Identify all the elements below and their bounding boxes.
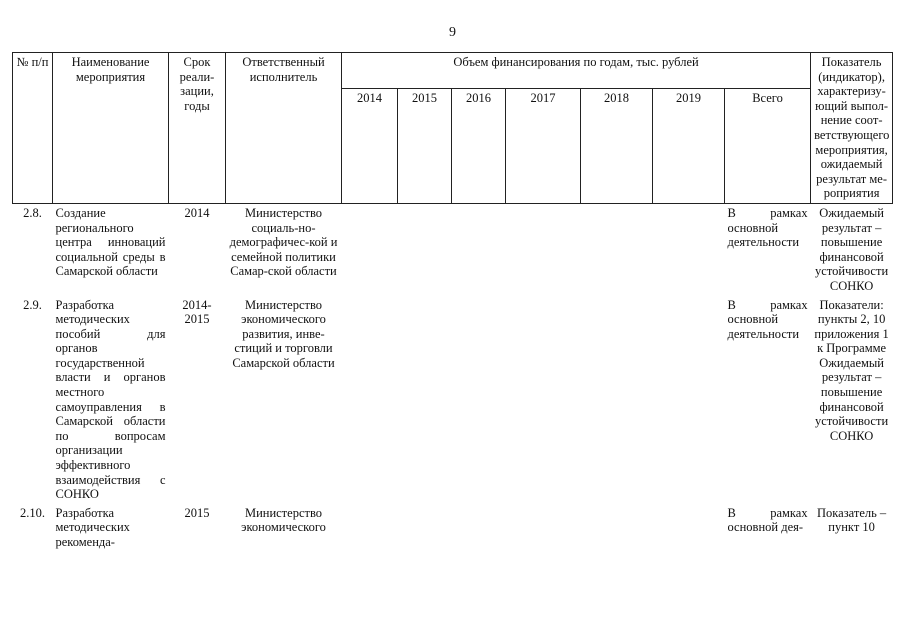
row-num: 2.8.	[23, 205, 42, 220]
table-row	[13, 296, 893, 504]
row-2016	[452, 504, 506, 552]
row-2014	[342, 203, 398, 295]
header-name: Наименование мероприятия	[53, 53, 169, 204]
header-num: № п/п	[13, 53, 53, 204]
row-2016	[452, 296, 506, 504]
header-year-2016: 2016	[452, 88, 506, 203]
row-2018	[581, 296, 653, 504]
row-total: В рамках основной дея-	[727, 505, 808, 535]
row-name: Разработка методических рекоменда-	[55, 505, 130, 549]
page-number: 9	[449, 25, 456, 40]
row-num: 2.9.	[23, 297, 42, 312]
row-2019	[653, 203, 725, 295]
row-indicator: Показатель – пункт 10	[816, 505, 887, 535]
row-executor: Министерство экономического	[241, 505, 326, 535]
table-body	[13, 203, 893, 551]
row-2018	[581, 203, 653, 295]
row-executor: Министерство экономического развития, инве-стиций и торговли Самарской области	[232, 297, 335, 370]
header-executor: Ответственный исполнитель	[226, 53, 342, 204]
row-2019	[653, 296, 725, 504]
header-total: Всего	[725, 88, 811, 203]
header-year-2019: 2019	[653, 88, 725, 203]
row-term: 2015	[184, 505, 210, 520]
header-year-2014: 2014	[342, 88, 398, 203]
row-2017	[506, 203, 581, 295]
table-row	[13, 504, 893, 552]
row-2017	[506, 296, 581, 504]
row-indicator: Показатели: пункты 2, 10 приложения 1 к Программе Ожидаемый результат – повышение финансовой устойчивости СОНКО	[814, 297, 889, 443]
row-term: 2014	[184, 205, 210, 220]
row-executor: Министерство социаль-но-демографичес-кой и семейной политики Самар-ской области	[229, 205, 338, 279]
header-indicator: Показатель (индикатор), характеризу-ющий выпол-нение соот-ветствующего мероприятия, ожидаемый результат ме-роприятия	[811, 53, 893, 204]
row-2015	[398, 504, 452, 552]
row-2015	[398, 203, 452, 295]
row-2019	[653, 504, 725, 552]
header-year-2018: 2018	[581, 88, 653, 203]
activities-table	[12, 52, 893, 552]
header-year-2015: 2015	[398, 88, 452, 203]
header-term: Срок реали-зации, годы	[169, 53, 226, 204]
row-total: В рамках основной деятельности	[727, 297, 808, 341]
row-term: 2014-2015	[182, 297, 212, 327]
header-financing: Объем финансирования по годам, тыс. рублей	[342, 53, 811, 89]
header-year-2017: 2017	[506, 88, 581, 203]
row-2018	[581, 504, 653, 552]
row-indicator: Ожидаемый результат – повышение финансовой устойчивости СОНКО	[815, 205, 889, 293]
table-header	[13, 53, 893, 204]
row-2015	[398, 296, 452, 504]
row-2014	[342, 504, 398, 552]
row-2014	[342, 296, 398, 504]
row-2016	[452, 203, 506, 295]
row-2017	[506, 504, 581, 552]
table-row	[13, 203, 893, 295]
row-num: 2.10.	[20, 505, 45, 520]
row-name: Разработка методических пособий для органов государственной власти и органов местного самоуправления в Самарской области по вопросам организации эффективного взаимодействия с СОНКО	[55, 297, 166, 502]
row-name: Создание регионального центра инноваций социальной среды в Самарской области	[55, 205, 166, 279]
row-total: В рамках основной деятельности	[727, 205, 808, 250]
